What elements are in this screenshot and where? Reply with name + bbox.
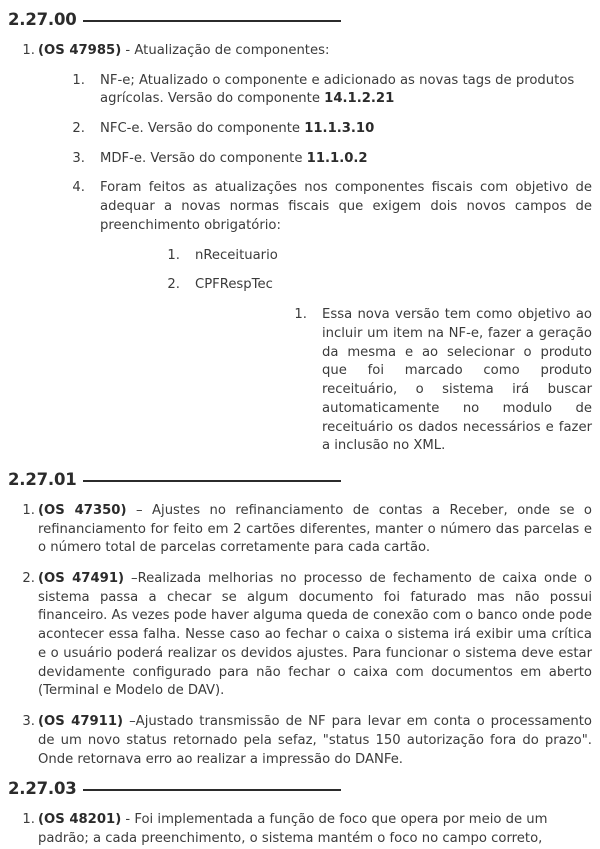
list-item (8, 502, 592, 558)
list-item-text (38, 811, 592, 848)
list-item (38, 120, 592, 139)
list-item (8, 570, 592, 701)
section-heading-3 (8, 779, 592, 799)
component-version: 11.1.0.2 (306, 150, 368, 166)
section-1-deep-list (195, 306, 592, 456)
section-1-subsublist (100, 247, 592, 456)
os-code: (OS 47911) (38, 714, 124, 730)
list-item-text (38, 42, 592, 61)
list-marker: 1. (294, 307, 307, 323)
list-item-text (38, 502, 592, 558)
section-3-list (8, 811, 592, 848)
section-1-sublist (38, 72, 592, 456)
list-item-body: –Realizada melhorias no processo de fechamento de caixa onde o sistema passa a checar se algum documento foi faturado mas não possui financeiro. As vezes pode haver alguma queda de conexão com o banco onde pode acontecer essa falha. Nesse caso ao fechar o caixa o sistema irá exibir uma crítica e o usuário poderá realizar os devidos ajustes. Para funcionar o sistema deve estar devidamente configurado para não fechar o caixa com documentos em aberto (Terminal e Modelo de DAV). (38, 571, 593, 699)
component-version: 14.1.2.21 (324, 91, 395, 107)
list-marker: 4. (72, 180, 85, 196)
list-item-text: Foram feitos as atualizações nos componentes fiscais com objetivo de adequar a novas normas fiscais que exigem dois novos campos de preenchimento obrigatório: (100, 180, 592, 233)
list-item (195, 306, 592, 456)
section-heading-1 (8, 10, 592, 30)
list-item-text (38, 570, 592, 701)
list-item-text (100, 72, 592, 109)
heading-underline-rule (83, 789, 341, 791)
list-item-body: –Ajustado transmissão de NF para levar em conta o processamento de um novo status retornado pela sefaz, "status 150 autorização fora do prazo". Onde retornava erro ao realizar a impressão do DANFe. (38, 714, 592, 767)
list-marker: 2. (72, 121, 85, 136)
list-item-text (100, 120, 592, 139)
heading-underline-rule (83, 20, 341, 22)
list-item-text (100, 150, 592, 169)
section-heading-3-number: 2.27.03 (8, 779, 77, 799)
os-code: (OS 47350) (38, 502, 127, 518)
section-spacer (8, 769, 592, 779)
list-marker: 3. (72, 150, 85, 166)
os-code: (OS 48201) (38, 812, 122, 828)
list-item (38, 72, 592, 109)
list-item (38, 179, 592, 456)
list-item (8, 713, 592, 769)
list-item-text (38, 713, 592, 769)
list-item-text: nReceituario (195, 247, 278, 263)
list-marker: 1. (22, 812, 35, 828)
list-item (100, 247, 592, 266)
list-item-body: - Atualização de componentes: (121, 42, 330, 58)
list-marker: 3. (22, 714, 35, 730)
list-item-body: MDF-e. Versão do componente (100, 150, 307, 166)
list-item (100, 276, 592, 456)
list-item-body: – Ajustes no refinanciamento de contas a Receber, onde se o refinanciamento for feito em 2 cartões diferentes, manter o número das parcelas e o número total de parcelas corretamente para cada cartão. (38, 502, 592, 556)
component-version: 11.1.3.10 (304, 121, 375, 136)
os-code: (OS 47985) (38, 42, 122, 58)
list-item-body: NFC-e. Versão do componente (100, 121, 305, 136)
list-item (38, 150, 592, 169)
section-2-list (8, 502, 592, 770)
section-1-list (8, 42, 592, 456)
list-marker: 1. (72, 72, 85, 88)
os-code: (OS 47491) (38, 571, 125, 587)
list-item (8, 811, 592, 848)
list-marker: 1. (167, 247, 180, 263)
document-page (0, 10, 600, 846)
list-marker: 2. (167, 277, 180, 293)
list-item-text: Essa nova versão tem como objetivo ao incluir um item na NF-e, fazer a geração da mesma e ao selecionar o produto que foi marcado como produto receituário, o sistema irá buscar automaticamente no modulo de receituário os dados necessários e fazer a inclusão no XML. (322, 307, 592, 454)
list-marker: 1. (22, 42, 35, 58)
list-marker: 1. (22, 502, 35, 518)
list-item (8, 42, 592, 456)
heading-underline-rule (83, 480, 341, 482)
section-spacer (8, 456, 592, 470)
list-item-body: - Foi implementada a função de foco que opera por meio de um padrão; a cada preenchimento, o sistema mantém o foco no campo correto, (38, 812, 548, 846)
section-heading-2 (8, 470, 592, 490)
list-item-body: NF-e; Atualizado o componente e adicionado as novas tags de produtos agrícolas. Versão do componente (100, 72, 575, 107)
section-heading-2-number: 2.27.01 (8, 470, 77, 490)
list-item-text: CPFRespTec (195, 277, 273, 293)
list-marker: 2. (22, 571, 35, 587)
section-heading-1-number: 2.27.00 (8, 10, 77, 29)
